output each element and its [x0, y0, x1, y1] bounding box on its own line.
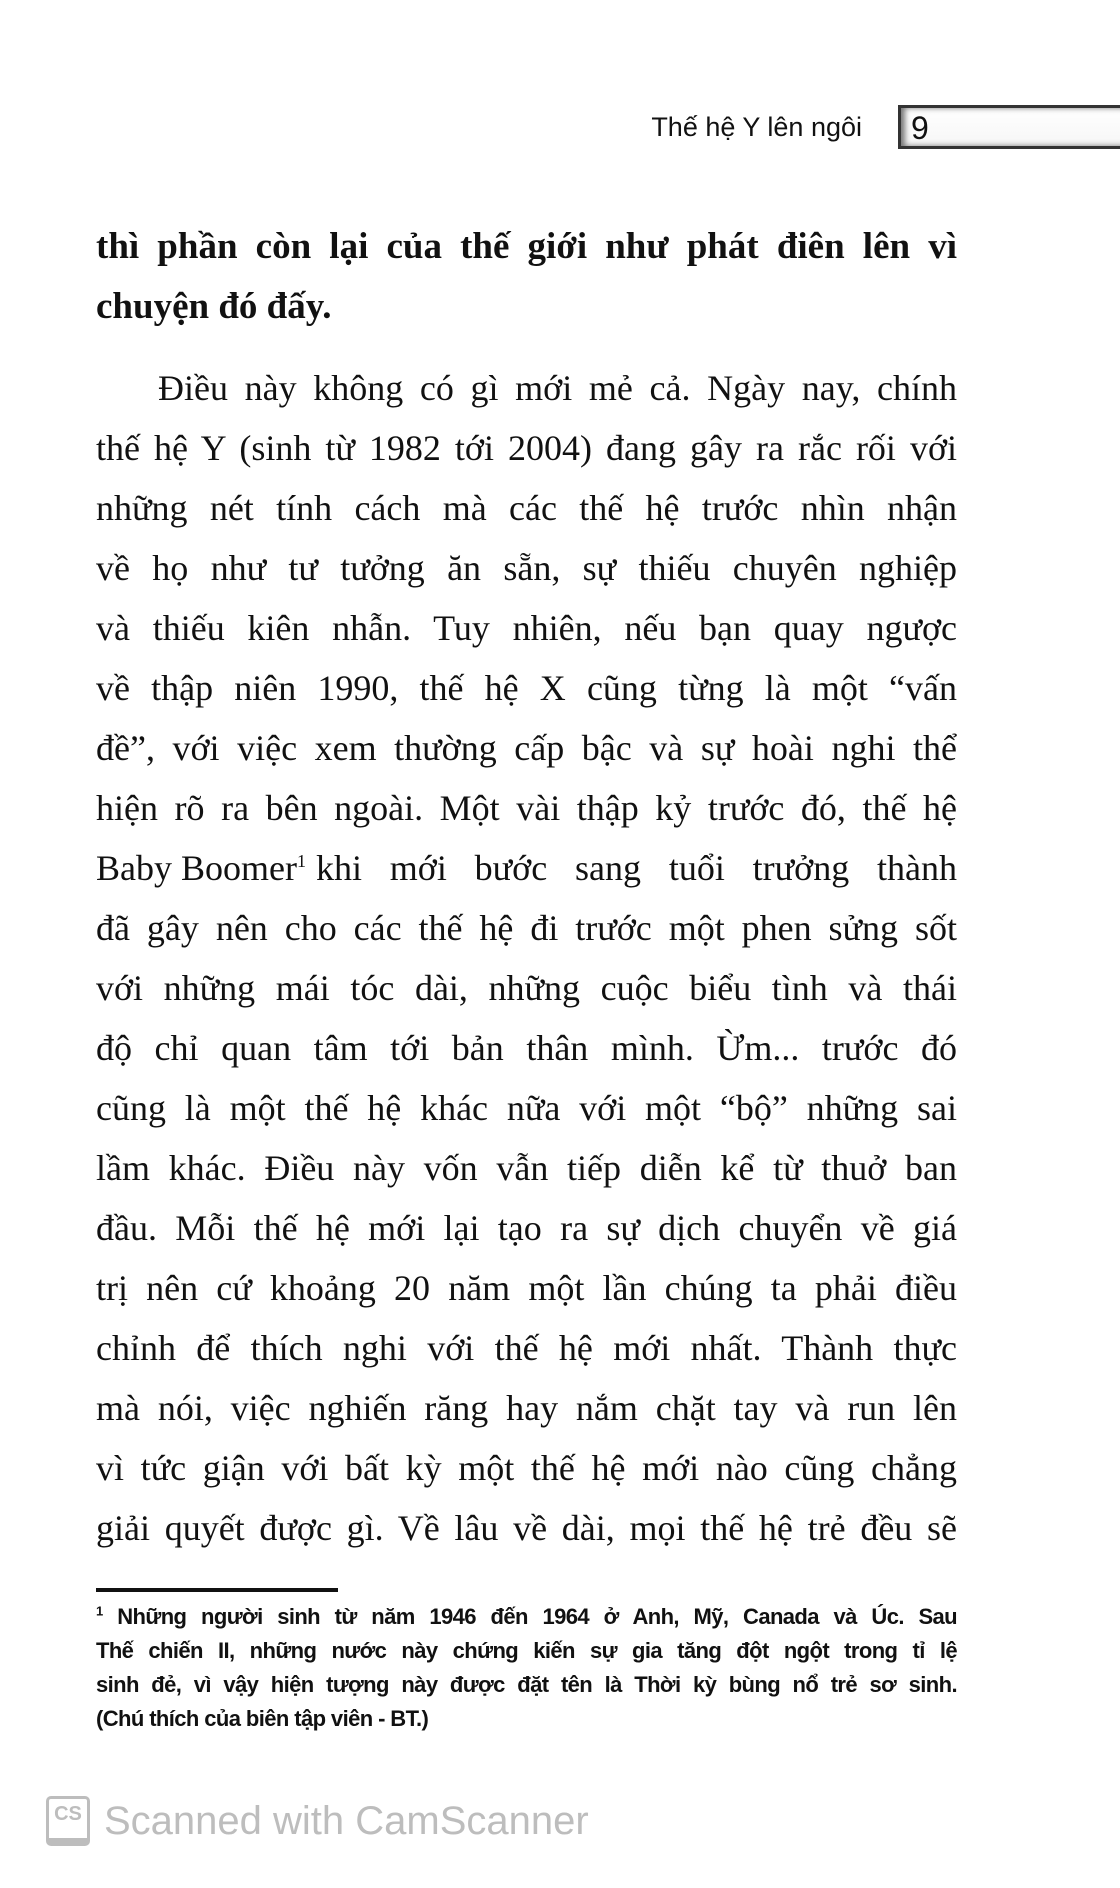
text-line: và thiếu kiên nhẫn. Tuy nhiên, nếu bạn quay ngược — [96, 608, 957, 648]
footnote-line: sinh đẻ, vì vậy hiện tượng này được đặt tên là Thời kỳ bùng nổ trẻ sơ sinh. — [96, 1672, 957, 1697]
text-line: độ chỉ quan tâm tới bản thân mình. Ừm... trước đó — [96, 1028, 957, 1068]
body-paragraph — [96, 358, 957, 1558]
text-fragment: Baby Boomer$^1$ — [96, 848, 306, 888]
footnote-line: (Chú thích của biên tập viên - BT.) — [96, 1706, 429, 1731]
text-line: những nét tính cách mà các thế hệ trước nhìn nhận — [96, 488, 957, 528]
text-line: đầu. Mỗi thế hệ mới lại tạo ra sự dịch chuyển về giá — [96, 1208, 957, 1248]
text-line: lầm khác. Điều này vốn vẫn tiếp diễn kể từ thuở ban — [96, 1148, 957, 1188]
text-line: với những mái tóc dài, những cuộc biểu tình và thái — [96, 968, 957, 1008]
footnote — [96, 1600, 957, 1736]
text-line: về họ như tư tưởng ăn sẵn, sự thiếu chuyên nghiệp — [96, 548, 957, 588]
camscanner-watermark — [46, 1796, 589, 1846]
text-line: đã gây nên cho các thế hệ đi trước một phen sửng sốt — [96, 908, 957, 948]
footnote-number: 1 — [96, 1603, 103, 1619]
text-line: về thập niên 1990, thế hệ X cũng từng là một “vấn — [96, 668, 957, 708]
text-line: thì phần còn lại của thế giới như phát điên lên vì — [96, 226, 957, 267]
text-line — [96, 838, 957, 898]
footnote-line: $^1$ Những người sinh từ năm 1946 đến 1964 ở Anh, Mỹ, Canada và Úc. Sau — [96, 1603, 958, 1629]
text-line: giải quyết được gì. Về lâu về dài, mọi thế hệ trẻ đều sẽ — [96, 1508, 957, 1548]
text-line: trị nên cứ khoảng 20 năm một lần chúng ta phải điều — [96, 1268, 957, 1308]
text-line: cũng là một thế hệ khác nữa với một “bộ” những sai — [96, 1088, 957, 1128]
text-line: chuyện đó đấy. — [96, 286, 332, 327]
text-line: mà nói, việc nghiến răng hay nắm chặt tay và run lên — [96, 1388, 957, 1428]
footnote-line: Thế chiến II, những nước này chứng kiến sự gia tăng đột ngột trong tỉ lệ — [96, 1638, 957, 1663]
watermark-text: Scanned with CamScanner — [104, 1798, 589, 1843]
page-number-box — [898, 105, 1120, 149]
footnote-rule — [96, 1588, 338, 1592]
bold-paragraph-ending — [96, 217, 957, 337]
text-line: Điều này không có gì mới mẻ cả. Ngày nay, chính — [158, 368, 957, 408]
footnote-reference: 1 — [296, 851, 306, 871]
text-line: vì tức giận với bất kỳ một thế hệ mới nào cũng chẳng — [96, 1448, 957, 1488]
text-fragment: khi mới bước sang tuổi trưởng thành — [315, 848, 957, 888]
text-line: đề”, với việc xem thường cấp bậc và sự hoài nghi thể — [96, 728, 957, 768]
running-header-title: Thế hệ Y lên ngôi — [651, 112, 862, 142]
page-number: 9 — [911, 110, 929, 146]
text-line: hiện rõ ra bên ngoài. Một vài thập kỷ trước đó, thế hệ — [96, 788, 957, 828]
camscanner-logo-icon: CS — [46, 1796, 90, 1846]
text-line: chỉnh để thích nghi với thế hệ mới nhất. Thành thực — [96, 1328, 957, 1368]
text-line: thế hệ Y (sinh từ 1982 tới 2004) đang gây ra rắc rối với — [96, 428, 957, 468]
